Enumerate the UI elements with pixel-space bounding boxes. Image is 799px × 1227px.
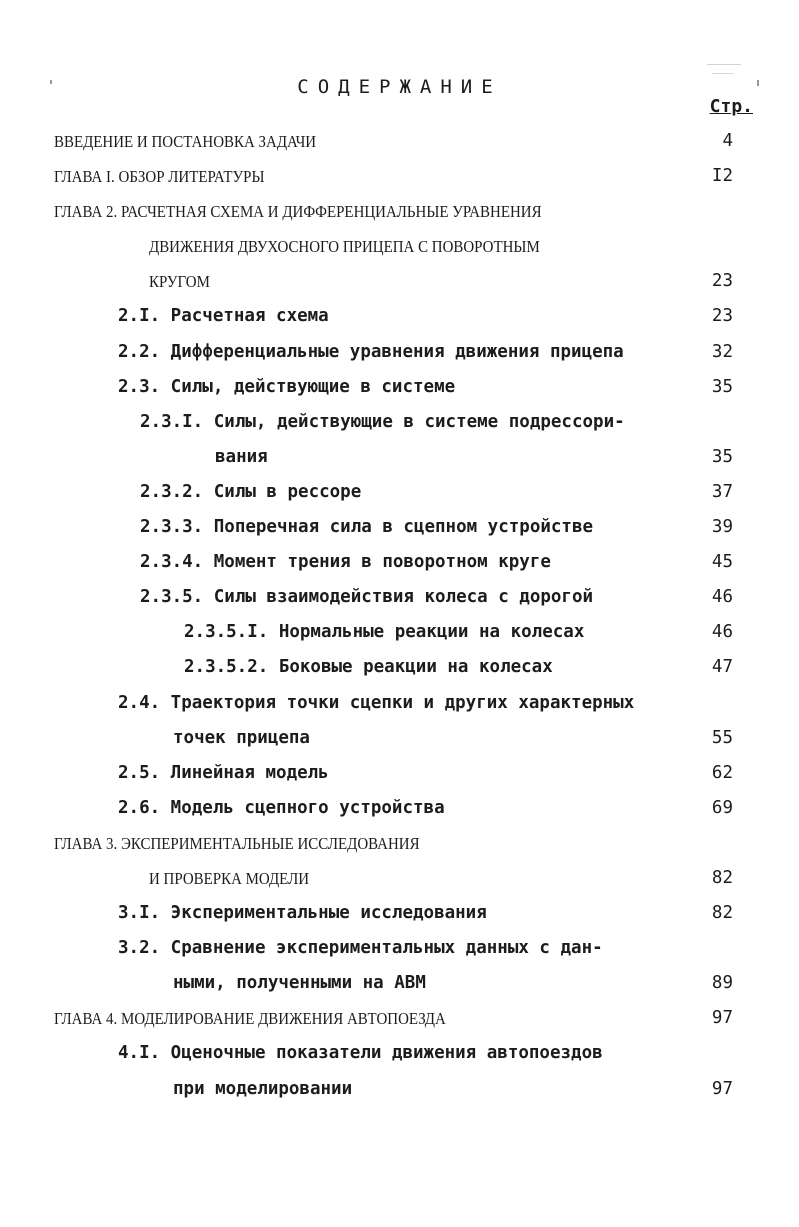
toc-entry bbox=[0, 756, 799, 791]
toc-entry-page: 55 bbox=[711, 727, 733, 748]
toc-entry-page: 45 bbox=[711, 552, 733, 573]
toc-entry bbox=[0, 194, 799, 229]
toc-entry bbox=[0, 1072, 799, 1107]
toc-entry-page: 37 bbox=[711, 481, 733, 502]
toc-entry bbox=[0, 615, 799, 650]
toc-entry-text: 3.I. Экспериментальные исследования bbox=[118, 903, 487, 924]
toc-entry-page: 82 bbox=[711, 867, 733, 888]
toc-entry-page: 97 bbox=[711, 1008, 733, 1029]
toc-entry bbox=[0, 159, 799, 194]
toc-entry bbox=[0, 405, 799, 440]
toc-entry-page: 39 bbox=[711, 517, 733, 538]
toc-entry bbox=[0, 966, 799, 1001]
scan-speck bbox=[707, 64, 741, 65]
toc-entry bbox=[0, 229, 799, 264]
page-title: СОДЕРЖАНИЕ bbox=[297, 76, 502, 98]
toc-entry bbox=[0, 1036, 799, 1071]
toc-entry bbox=[0, 686, 799, 721]
toc-entry bbox=[0, 650, 799, 685]
table-of-contents bbox=[0, 124, 799, 1107]
toc-entry-text: 2.3.I. Силы, действующие в системе подрессори- bbox=[140, 411, 625, 432]
page-column-header: Стр. bbox=[709, 96, 753, 117]
toc-entry-text: ными, полученными на АВМ bbox=[173, 973, 426, 994]
toc-entry-text: 2.3.4. Момент трения в поворотном круге bbox=[140, 552, 551, 573]
toc-entry bbox=[0, 475, 799, 510]
toc-entry-page: 35 bbox=[711, 376, 733, 397]
toc-entry bbox=[0, 299, 799, 334]
toc-entry-page: 82 bbox=[711, 903, 733, 924]
toc-entry bbox=[0, 896, 799, 931]
toc-entry-text: точек прицепа bbox=[173, 727, 310, 748]
scan-speck bbox=[712, 73, 734, 74]
toc-entry bbox=[0, 861, 799, 896]
toc-entry-text: при моделировании bbox=[173, 1078, 353, 1099]
toc-entry-text: 2.4. Траектория точки сцепки и других характерных bbox=[118, 692, 635, 713]
toc-entry-page: 62 bbox=[711, 762, 733, 783]
toc-entry bbox=[0, 545, 799, 580]
toc-entry-text: 2.3. Силы, действующие в системе bbox=[118, 376, 456, 397]
toc-entry-text: 4.I. Оценочные показатели движения автопоездов bbox=[118, 1043, 603, 1064]
toc-entry-text: ГЛАВА 3. ЭКСПЕРИМЕНТАЛЬНЫЕ ИССЛЕДОВАНИЯ bbox=[54, 833, 420, 853]
toc-entry-text: 2.I. Расчетная схема bbox=[118, 306, 329, 327]
toc-entry-text: 3.2. Сравнение экспериментальных данных с дан- bbox=[118, 938, 603, 959]
toc-entry-page: I2 bbox=[711, 166, 733, 187]
toc-entry bbox=[0, 580, 799, 615]
toc-entry-page: 89 bbox=[711, 973, 733, 994]
toc-entry-text: 2.3.5.I. Нормальные реакции на колесах bbox=[184, 622, 585, 643]
toc-entry-page: 23 bbox=[711, 306, 733, 327]
toc-entry bbox=[0, 264, 799, 299]
toc-entry bbox=[0, 721, 799, 756]
toc-entry-text: 2.3.5. Силы взаимодействия колеса с дорогой bbox=[140, 587, 594, 608]
toc-entry-text: ГЛАВА 2. РАСЧЕТНАЯ СХЕМА И ДИФФЕРЕНЦИАЛЬНЫЕ УРАВНЕНИЯ bbox=[54, 202, 542, 222]
toc-entry-text: 2.5. Линейная модель bbox=[118, 762, 329, 783]
toc-entry bbox=[0, 791, 799, 826]
toc-entry-page: 4 bbox=[722, 131, 733, 151]
toc-entry bbox=[0, 124, 799, 159]
toc-entry-text: 2.3.2. Силы в рессоре bbox=[140, 481, 362, 502]
toc-entry-page: 23 bbox=[711, 271, 733, 292]
toc-entry-text: 2.2. Дифференциальные уравнения движения прицепа bbox=[118, 341, 624, 362]
toc-entry-text: КРУГОМ bbox=[149, 272, 210, 292]
toc-entry bbox=[0, 510, 799, 545]
toc-entry-page: 69 bbox=[711, 797, 733, 818]
toc-entry bbox=[0, 335, 799, 370]
toc-entry-page: 46 bbox=[711, 587, 733, 608]
toc-entry-text: И ПРОВЕРКА МОДЕЛИ bbox=[149, 868, 310, 888]
toc-entry-page: 46 bbox=[711, 622, 733, 643]
toc-entry-text: ДВИЖЕНИЯ ДВУХОСНОГО ПРИЦЕПА С ПОВОРОТНЫМ bbox=[149, 237, 540, 257]
toc-entry-page: 47 bbox=[711, 657, 733, 678]
toc-entry-page: 32 bbox=[711, 341, 733, 362]
toc-entry-text: ГЛАВА I. ОБЗОР ЛИТЕРАТУРЫ bbox=[54, 167, 265, 187]
toc-entry bbox=[0, 826, 799, 861]
toc-entry-text: 2.3.5.2. Боковые реакции на колесах bbox=[184, 657, 553, 678]
toc-entry-text: 2.6. Модель сцепного устройства bbox=[118, 797, 445, 818]
toc-entry-text: ГЛАВА 4. МОДЕЛИРОВАНИЕ ДВИЖЕНИЯ АВТОПОЕЗДА bbox=[54, 1009, 446, 1029]
toc-entry bbox=[0, 370, 799, 405]
toc-entry bbox=[0, 440, 799, 475]
toc-entry-text: 2.3.3. Поперечная сила в сцепном устройстве bbox=[140, 517, 594, 538]
toc-entry bbox=[0, 931, 799, 966]
toc-entry-page: 97 bbox=[711, 1078, 733, 1099]
toc-entry-text: ВВЕДЕНИЕ И ПОСТАНОВКА ЗАДАЧИ bbox=[54, 132, 317, 151]
toc-entry-page: 35 bbox=[711, 446, 733, 467]
toc-entry-text: вания bbox=[215, 446, 268, 467]
toc-entry bbox=[0, 1001, 799, 1036]
